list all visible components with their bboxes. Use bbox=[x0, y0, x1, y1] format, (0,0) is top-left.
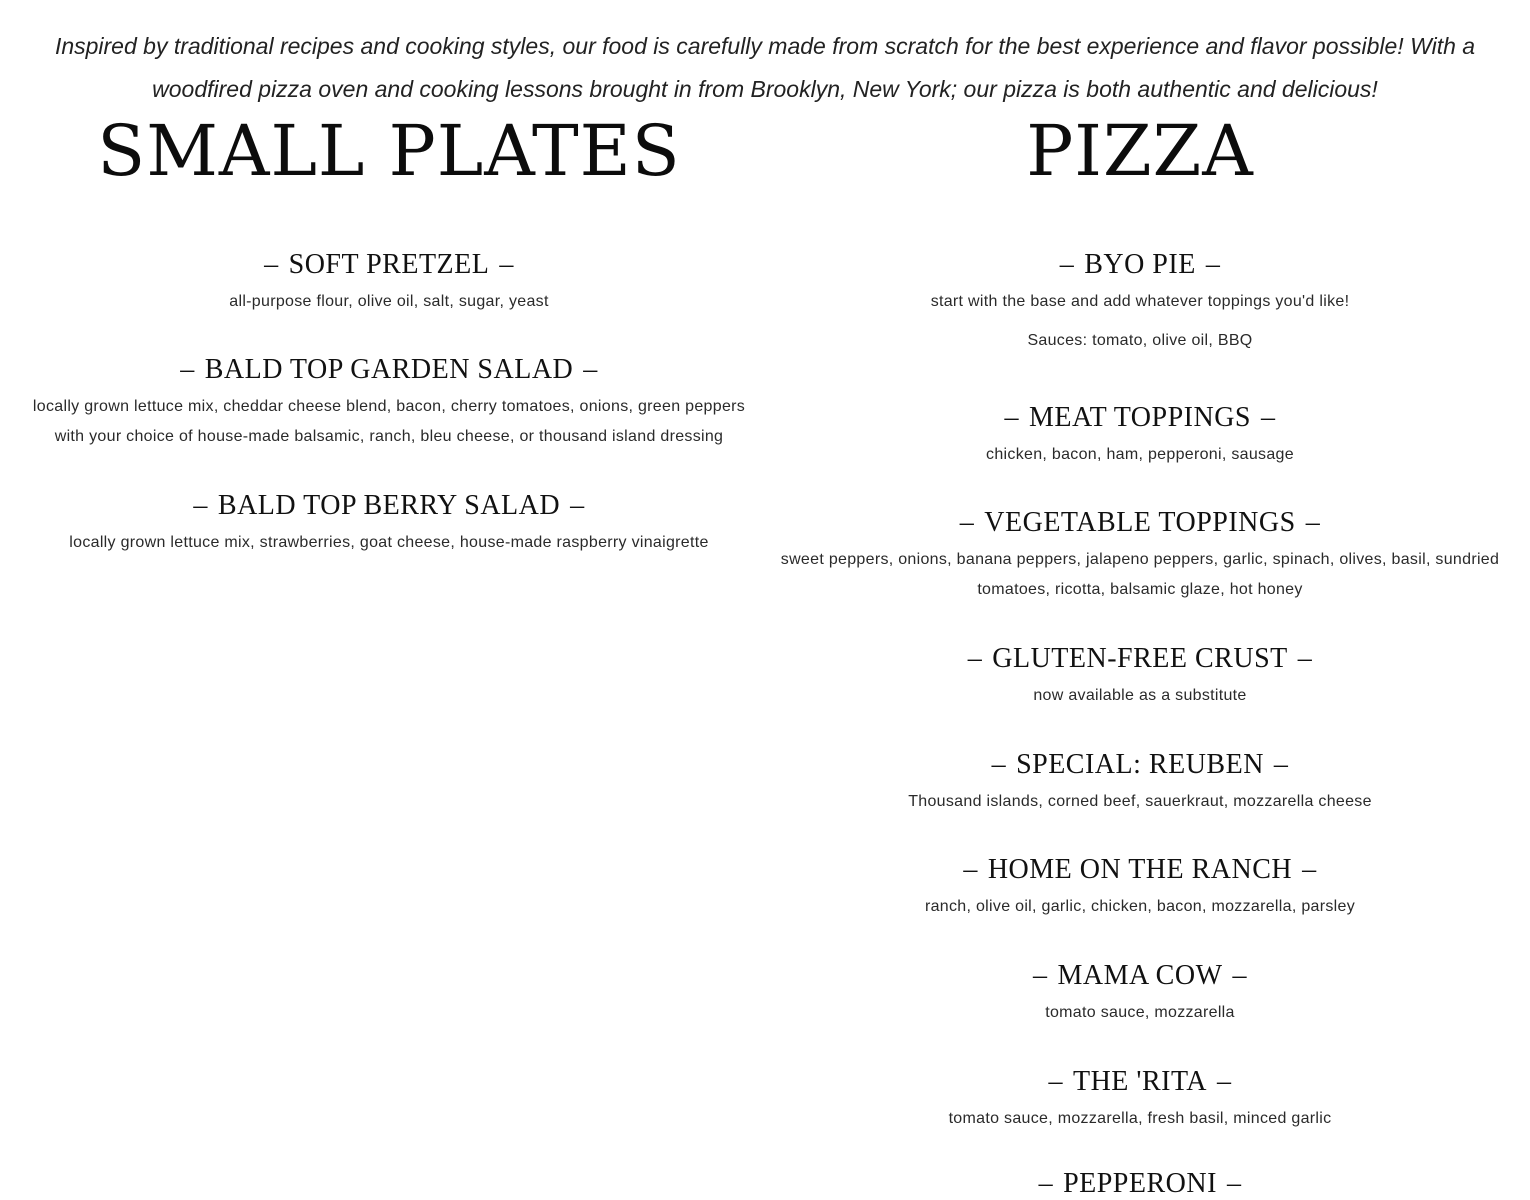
menu-item-description: all-purpose flour, olive oil, salt, sugar, yeast bbox=[229, 293, 549, 310]
dash: – bbox=[499, 249, 514, 280]
menu-item bbox=[770, 1066, 1510, 1134]
dash: – bbox=[180, 354, 195, 385]
menu-item-title: BALD TOP GARDEN SALAD bbox=[204, 354, 574, 385]
dash: – bbox=[264, 249, 279, 280]
menu-item-title: MEAT TOPPINGS bbox=[1028, 402, 1251, 433]
menu-item-title: MAMA COW bbox=[1057, 960, 1223, 991]
menu-item-title: PEPPERONI bbox=[1063, 1168, 1217, 1199]
dash: – bbox=[959, 507, 975, 538]
dash: – bbox=[1226, 1168, 1242, 1199]
menu-item-title: HOME ON THE RANCH bbox=[987, 854, 1293, 885]
menu-item-name bbox=[770, 1168, 1510, 1200]
menu-item-description: ranch, olive oil, garlic, chicken, bacon, mozzarella, parsley bbox=[924, 898, 1356, 915]
menu-item-title: THE 'RITA bbox=[1072, 1066, 1208, 1097]
dash: – bbox=[1004, 402, 1019, 433]
menu-item bbox=[20, 249, 758, 317]
intro-text: Inspired by traditional recipes and cooking styles, our food is carefully made from scratch for the best experience and flavor possible! With a woodfired pizza oven and cooking lessons brought in from Brooklyn, New York; our pizza is both authentic and delicious! bbox=[54, 33, 1476, 102]
menu-item-name bbox=[770, 249, 1510, 281]
menu-item-description: Thousand islands, corned beef, sauerkraut, mozzarella cheese bbox=[908, 793, 1372, 810]
menu-item-description: sweet peppers, onions, banana peppers, jalapeno peppers, garlic, spinach, olives, basil, sundried tomatoes, ricotta, balsamic glaze, hot honey bbox=[780, 551, 1500, 598]
menu-item-name bbox=[20, 249, 758, 281]
menu-item bbox=[770, 507, 1510, 605]
menu-item bbox=[770, 643, 1510, 711]
menu-item bbox=[20, 490, 758, 558]
dash: – bbox=[1038, 1168, 1054, 1199]
dash: – bbox=[1205, 249, 1221, 280]
dash: – bbox=[1048, 1066, 1063, 1097]
menu-item-name bbox=[770, 643, 1510, 675]
menu-item-sauces: Sauces: tomato, olive oil, BBQ bbox=[1027, 332, 1253, 349]
menu-item-title: GLUTEN-FREE CRUST bbox=[992, 643, 1288, 674]
menu-item-description: tomato sauce, mozzarella bbox=[1045, 1004, 1235, 1021]
menu-item bbox=[770, 249, 1510, 356]
menu-item bbox=[770, 1168, 1510, 1200]
menu-item bbox=[20, 354, 758, 452]
menu-item bbox=[770, 402, 1510, 470]
menu-item-name bbox=[770, 1066, 1510, 1098]
dash: – bbox=[193, 490, 208, 521]
menu-item-description: now available as a substitute bbox=[1033, 687, 1247, 704]
dash: – bbox=[1273, 749, 1289, 780]
dash: – bbox=[1305, 507, 1321, 538]
menu-item-description: locally grown lettuce mix, cheddar cheese blend, bacon, cherry tomatoes, onions, green peppers with your choice of house-made balsamic, ranch, bleu cheese, or thousand island dressing bbox=[32, 398, 746, 445]
dash: – bbox=[570, 490, 585, 521]
dash: – bbox=[1032, 960, 1048, 991]
menu-item-title: SOFT PRETZEL bbox=[288, 249, 490, 280]
menu-item-name bbox=[770, 749, 1510, 781]
dash: – bbox=[1232, 960, 1247, 991]
dash: – bbox=[583, 354, 598, 385]
dash: – bbox=[967, 643, 983, 674]
dash: – bbox=[1261, 402, 1276, 433]
menu-item-description: tomato sauce, mozzarella, fresh basil, minced garlic bbox=[948, 1110, 1332, 1127]
small-plates-heading: SMALL PLATES bbox=[97, 110, 681, 192]
menu-item-name bbox=[770, 507, 1510, 539]
menu-item-name bbox=[20, 354, 758, 386]
menu-item-name bbox=[20, 490, 758, 522]
dash: – bbox=[1217, 1066, 1232, 1097]
menu-item bbox=[770, 749, 1510, 817]
menu-item-name bbox=[770, 854, 1510, 886]
menu-item-title: VEGETABLE TOPPINGS bbox=[984, 507, 1296, 538]
menu-item bbox=[770, 854, 1510, 922]
dash: – bbox=[963, 854, 978, 885]
menu-item bbox=[770, 960, 1510, 1028]
dash: – bbox=[1297, 643, 1313, 674]
menu-item-name bbox=[770, 402, 1510, 434]
dash: – bbox=[991, 749, 1007, 780]
menu-item-name bbox=[770, 960, 1510, 992]
dash: – bbox=[1302, 854, 1317, 885]
menu-item-title: BYO PIE bbox=[1084, 249, 1196, 280]
menu-item-description: start with the base and add whatever toppings you'd like! bbox=[930, 293, 1350, 310]
menu-item-title: BALD TOP BERRY SALAD bbox=[217, 490, 561, 521]
menu-item-description: chicken, bacon, ham, pepperoni, sausage bbox=[986, 446, 1294, 463]
pizza-heading: PIZZA bbox=[1026, 110, 1254, 192]
menu-item-title: SPECIAL: REUBEN bbox=[1016, 749, 1264, 780]
menu-item-description: locally grown lettuce mix, strawberries, goat cheese, house-made raspberry vinaigrette bbox=[69, 534, 709, 551]
dash: – bbox=[1059, 249, 1075, 280]
